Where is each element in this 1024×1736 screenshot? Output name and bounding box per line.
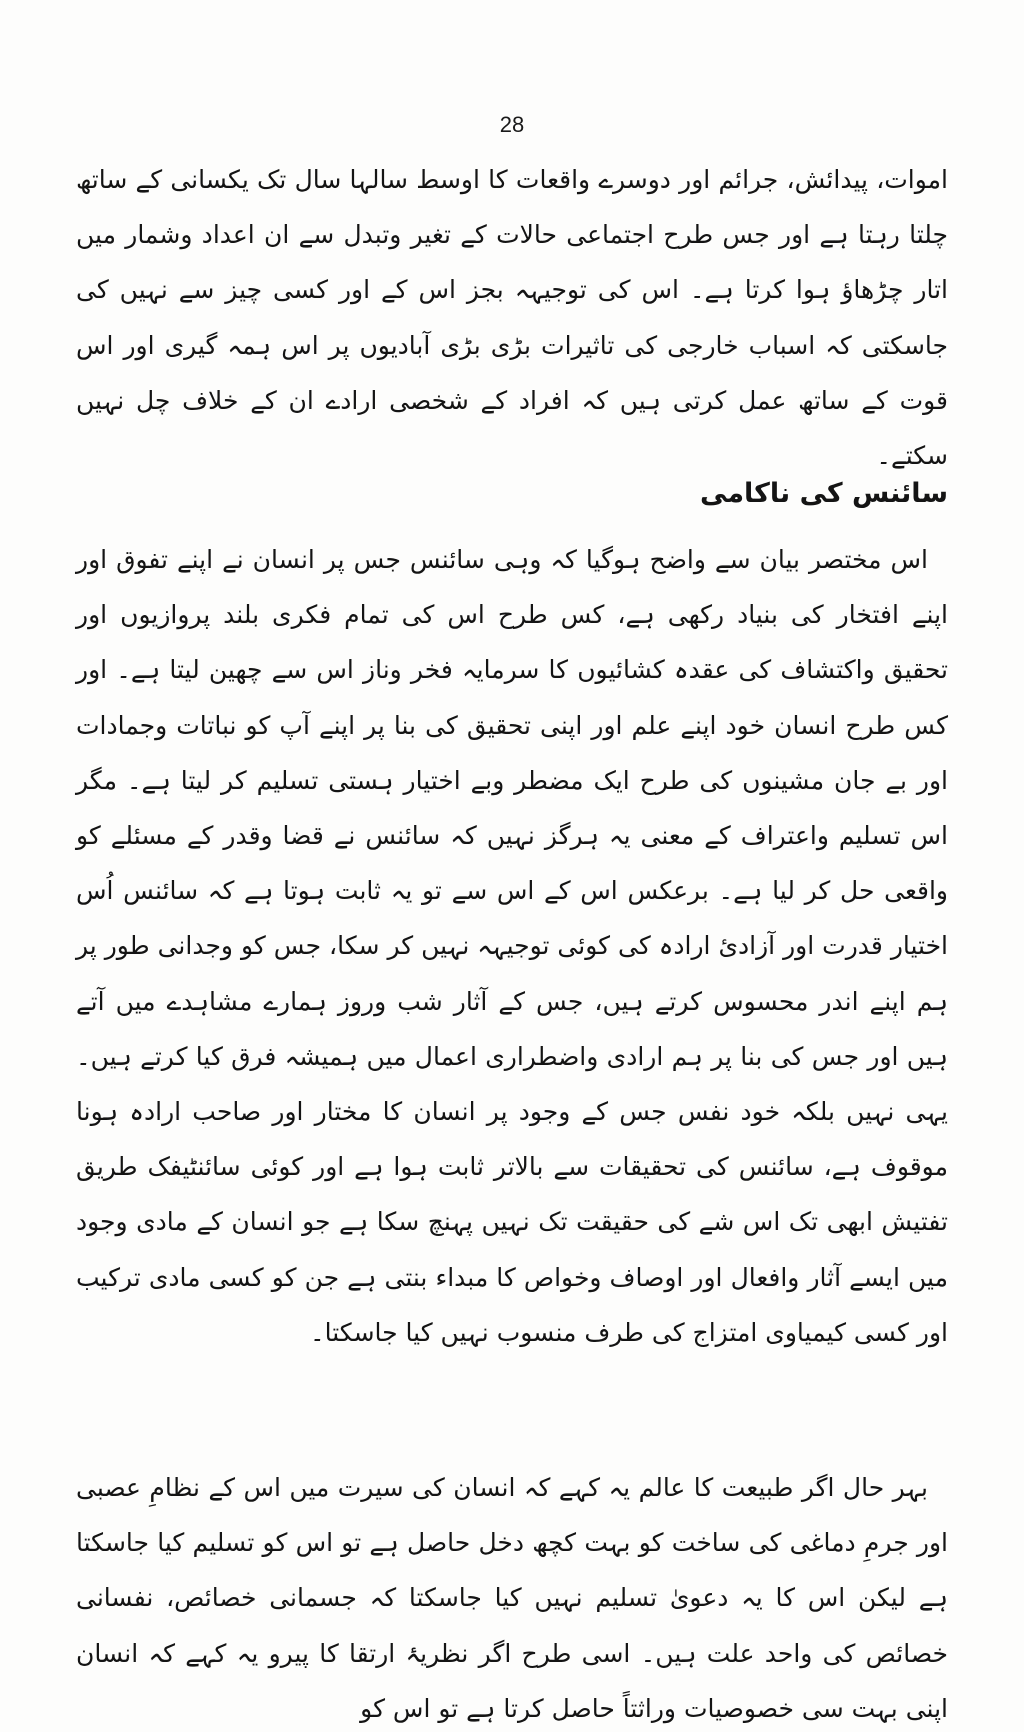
paragraph-text: اس مختصر بیان سے واضح ہوگیا کہ وہی سائنس جس پر انسان نے اپنے تفوق اور اپنے افتخار کی بنیاد رکھی ہے، کس طرح اس کی تمام فکری بلند پروازیوں اور تحقیق واکتشاف کی عقدہ کشائیوں کا سرمایہ فخر وناز اس سے چھین لیتا ہے۔ اور کس طرح انسان خود اپنے علم اور اپنی تحقیق کی بنا پر اپنے آپ کو نباتات وجمادات اور بے جان مشینوں کی طرح ایک مضطر وبے اختیار ہستی تسلیم کر لیتا ہے۔ مگر اس تسلیم واعتراف کے معنی یہ ہرگز نہیں کہ سائنس نے قضا وقدر کے مسئلے کو واقعی حل کر لیا ہے۔ برعکس اس کے اس سے تو یہ ثابت ہوتا ہے کہ سائنس اُس اختیار قدرت اور آزادیٔ ارادہ کی کوئی توجیہہ نہیں کر سکا، جس کو وجدانی طور پر ہم اپنے اندر محسوس کرتے ہیں، جس کے آثار شب وروز ہمارے مشاہدے میں آتے ہیں اور جس کی بنا پر ہم ارادی واضطراری اعمال میں ہمیشہ فرق کیا کرتے ہیں۔ یہی نہیں بلکہ خود نفس جس کے وجود پر انسان کا مختار اور صاحب ارادہ ہونا موقوف ہے، سائنس کی تحقیقات سے بالاتر ثابت ہوا ہے اور کوئی سائنٹیفک طریق تفتیش ابھی تک اس شے کی حقیقت تک نہیں پہنچ سکا ہے جو انسان کے مادی وجود میں ایسے آثار وافعال اور اوصاف وخواص کا مبداء بنتی ہے جن کو کسی مادی ترکیب اور کسی کیمیاوی امتزاج کی طرف منسوب نہیں کیا جاسکتا۔: [76, 545, 948, 1347]
paragraph-block-3: [76, 1460, 948, 1736]
paragraph-text: اموات، پیدائش، جرائم اور دوسرے واقعات کا اوسط سالہا سال تک یکسانی کے ساتھ چلتا رہتا ہے اور جس طرح اجتماعی حالات کے تغیر وتبدل سے ان اعداد وشمار میں اتار چڑھاؤ ہوا کرتا ہے۔ اس کی توجیہہ بجز اس کے اور کسی چیز سے نہیں کی جاسکتی کہ اسباب خارجی کی تاثیرات بڑی بڑی آبادیوں پر اس ہمہ گیری اور اس قوت کے ساتھ عمل کرتی ہیں کہ افراد کے شخصی ارادے ان کے خلاف چل نہیں سکتے۔: [76, 165, 948, 471]
section-heading: سائنس کی ناکامی: [700, 478, 948, 509]
paragraph-block-2: [76, 532, 948, 1360]
paragraph-text: بہر حال اگر طبیعت کا عالم یہ کہے کہ انسان کی سیرت میں اس کے نظامِ عصبی اور جرمِ دماغی کی ساخت کو بہت کچھ دخل حاصل ہے تو اس کو تسلیم کیا جاسکتا ہے لیکن اس کا یہ دعویٰ تسلیم نہیں کیا جاسکتا کہ جسمانی خصائص، نفسانی خصائص کی واحد علت ہیں۔ اسی طرح اگر نظریۂ ارتقا کا پیرو یہ کہے کہ انسان اپنی بہت سی خصوصیات وراثتاً حاصل کرتا ہے تو اس کو: [76, 1473, 948, 1723]
page-number: 28: [499, 112, 525, 137]
paragraph-block-1: [76, 152, 948, 483]
